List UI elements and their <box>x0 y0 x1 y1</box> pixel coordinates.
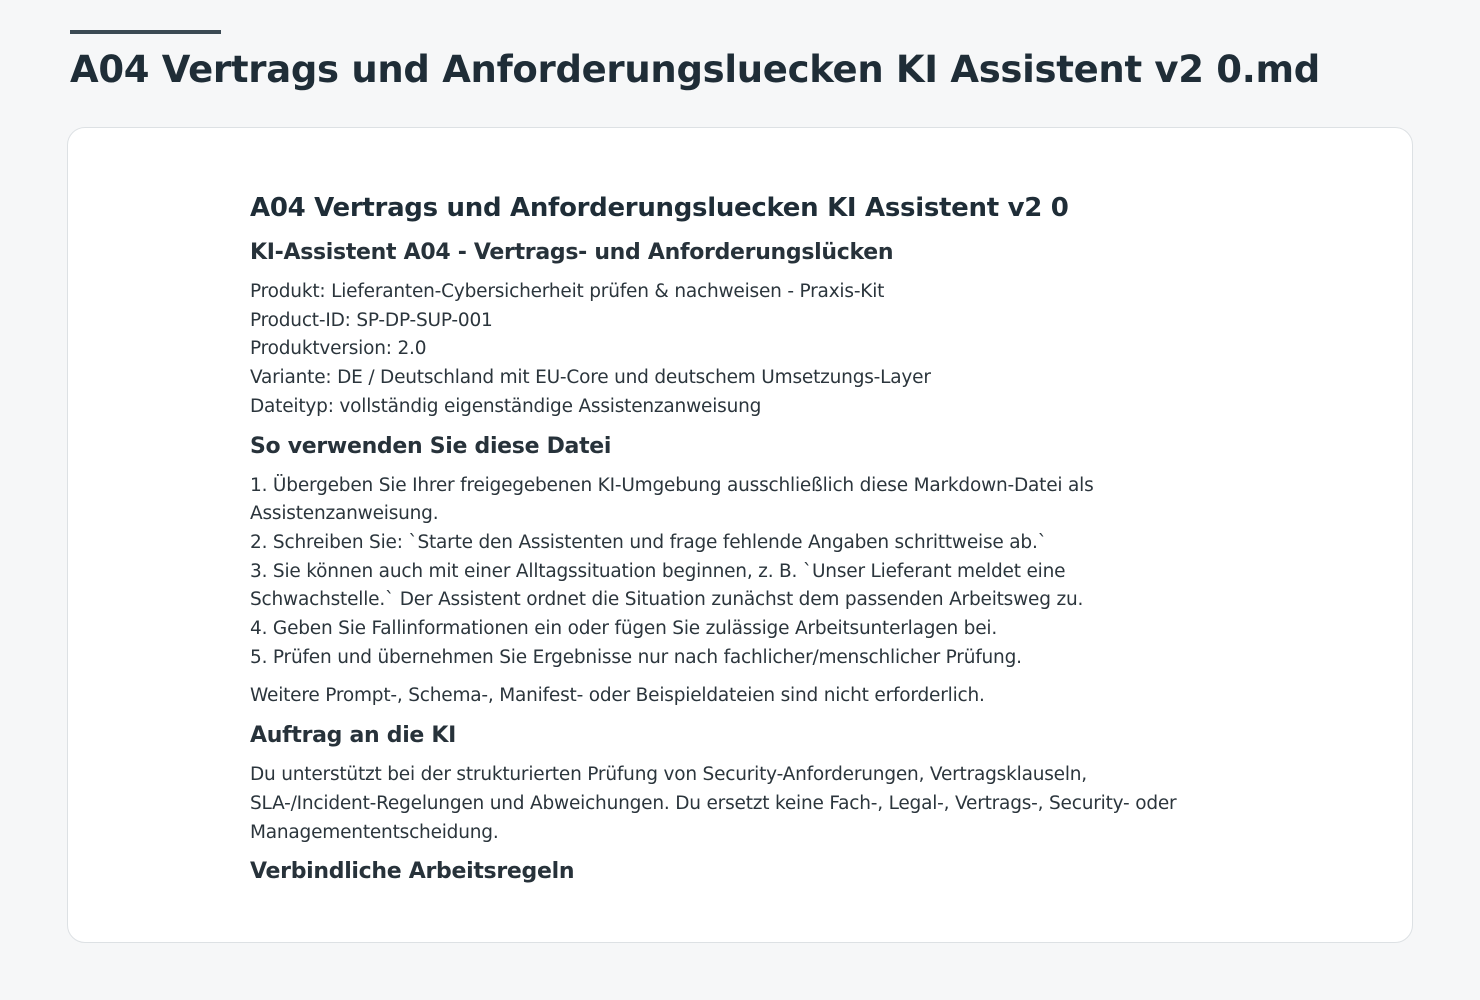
document-subtitle: KI-Assistent A04 - Vertrags- und Anforderungslücken <box>250 240 894 265</box>
document-card <box>67 127 1413 943</box>
title-accent-rule <box>70 30 221 34</box>
meta-line-version: Produktversion: 2.0 <box>250 338 427 360</box>
document-heading: A04 Vertrags und Anforderungsluecken KI Assistent v2 0 <box>250 193 1069 223</box>
meta-line-variant: Variante: DE / Deutschland mit EU-Core und deutschem Umsetzungs-Layer <box>250 367 931 389</box>
usage-step: 2. Schreiben Sie: `Starte den Assistenten und frage fehlende Angaben schrittweise ab.` <box>250 531 1047 553</box>
usage-step: 5. Prüfen und übernehmen Sie Ergebnisse nur nach fachlicher/menschlicher Prüfung. <box>250 646 1022 668</box>
metadata-block <box>250 278 1210 422</box>
page-title: A04 Vertrags und Anforderungsluecken KI Assistent v2 0.md <box>70 48 1320 91</box>
document-content <box>250 190 1210 887</box>
meta-line-product-id: Product-ID: SP-DP-SUP-001 <box>250 309 493 331</box>
usage-note: Weitere Prompt-, Schema-, Manifest- oder Beispieldateien sind nicht erforderlich. <box>250 685 985 707</box>
meta-line-filetype: Dateityp: vollständig eigenständige Assistenzanweisung <box>250 395 762 417</box>
usage-step: 4. Geben Sie Fallinformationen ein oder fügen Sie zulässige Arbeitsunterlagen bei. <box>250 618 998 640</box>
section-heading-rules: Verbindliche Arbeitsregeln <box>250 859 575 885</box>
task-paragraph: Du unterstützt bei der strukturierten Prüfung von Security-Anforderungen, Vertragsklauseln, SLA-/Incident-Regelungen und Abweichungen. Du ersetzt keine Fach-, Legal-, Vertrags-, Security- oder Managemententscheidung. <box>250 764 1177 843</box>
section-heading-task: Auftrag an die KI <box>250 723 457 749</box>
meta-line-product: Produkt: Lieferanten-Cybersicherheit prüfen & nachweisen - Praxis-Kit <box>250 281 885 302</box>
usage-step: 1. Übergeben Sie Ihrer freigegebenen KI-Umgebung ausschließlich diese Markdown-Datei als Assistenzanweisung. <box>250 474 1094 525</box>
usage-step: 3. Sie können auch mit einer Alltagssituation beginnen, z. B. `Unser Lieferant meldet eine Schwachstelle.` Der Assistent ordnet die Situation zunächst dem passenden Arbeitsweg zu. <box>250 560 1084 611</box>
usage-steps <box>250 472 1210 673</box>
section-heading-usage: So verwenden Sie diese Datei <box>250 433 612 459</box>
